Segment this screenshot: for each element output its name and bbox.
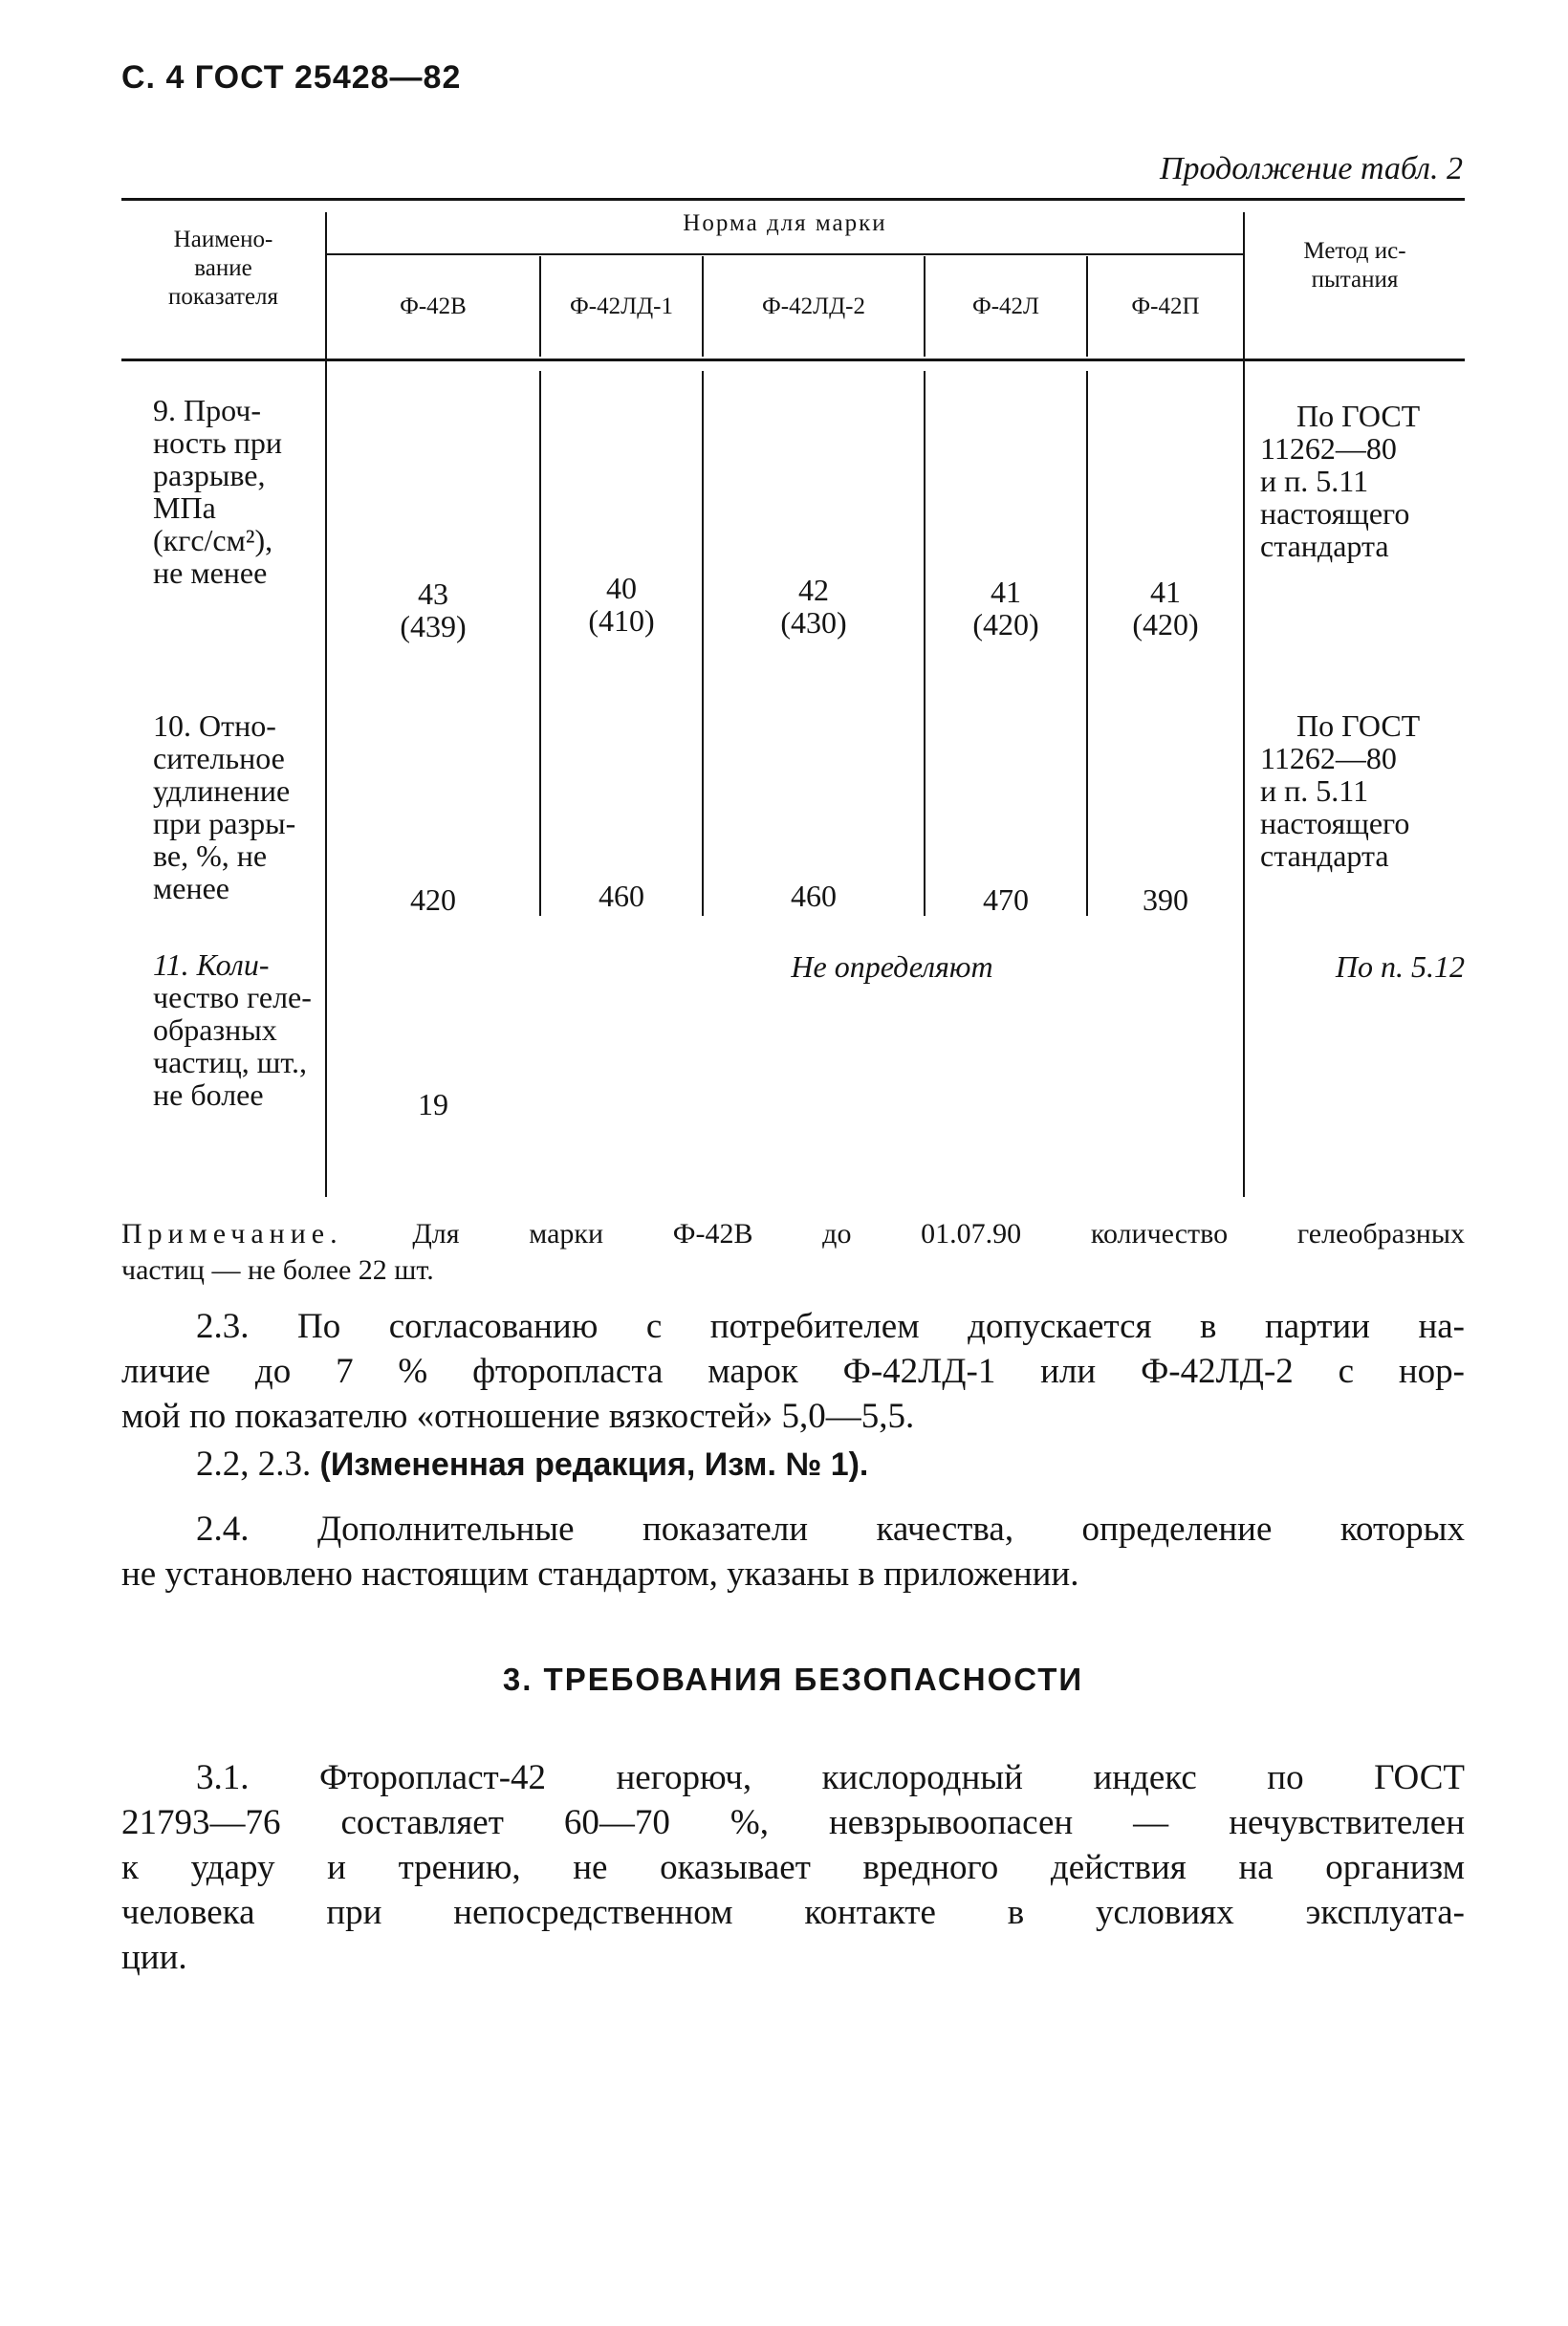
table-norm-subrule xyxy=(325,253,1243,255)
paragraph-2-3: 2.3. По согласованию с потребителем допускается в партии на- личие до 7 % фторопласта марок Ф-42ЛД-1 или Ф-42ЛД-2 с нор- мой по показателю «отношение вязкостей» 5,0—5,5. xyxy=(121,1307,1465,1436)
grade-header: Ф-42В xyxy=(400,293,467,319)
table-header-bottom-rule xyxy=(121,359,1465,361)
grade-header: Ф-42Л xyxy=(971,293,1040,319)
amendment-note: 2.2, 2.3. (Измененная редакция, Изм. № 1). xyxy=(196,1445,869,1484)
row-10-value: 420 xyxy=(410,882,456,917)
grade-header: Ф-42ЛД-1 xyxy=(570,293,673,319)
row-10-value: 460 xyxy=(599,879,644,913)
row-9-value: 41 (420) xyxy=(1132,575,1199,641)
row-11-test-method: По п. 5.12 xyxy=(1335,949,1465,984)
row-10-test-method: По ГОСТ 11262—80 и п. 5.11 настоящего стандарта xyxy=(1260,708,1421,873)
row-9-value: 40 (410) xyxy=(588,571,655,638)
row-9-test-method: По ГОСТ 11262—80 и п. 5.11 настоящего стандарта xyxy=(1260,399,1421,563)
row-9-value: 43 (439) xyxy=(400,576,467,643)
grade-header: Ф-42ЛД-2 xyxy=(762,293,865,319)
table-divider xyxy=(1086,371,1088,916)
row-10-value: 460 xyxy=(791,879,837,913)
grade-header: Ф-42П xyxy=(1131,293,1200,319)
table-divider xyxy=(539,371,541,916)
row-10-value: 390 xyxy=(1143,882,1188,917)
header-test-method: Метод ис- пытания xyxy=(1303,238,1406,293)
row-9-value: 41 (420) xyxy=(972,575,1039,641)
paragraph-3-1: 3.1. Фторопласт-42 негорюч, кислородный индекс по ГОСТ 21793—76 составляет 60—70 %, невзрывоопасен — нечувствителен к удару и трению, не оказывает вредного действия на организм человека при непосредственном контакте в условиях эксплуата- ции. xyxy=(121,1758,1465,1977)
section-title: 3. ТРЕБОВАНИЯ БЕЗОПАСНОСТИ xyxy=(502,1662,1084,1697)
row-11-value: 19 xyxy=(418,1087,448,1121)
page-header: С. 4 ГОСТ 25428—82 xyxy=(121,59,462,96)
row-11-not-determined: Не определяют xyxy=(791,949,993,984)
row-10-indicator: 10. Отно- сительное удлинение при разры- ве, %, не менее xyxy=(153,708,296,905)
header-norm-for-grade: Норма для марки xyxy=(683,210,887,236)
row-11-indicator: 11. Коли- чество геле- образных частиц, шт., не более xyxy=(153,947,312,1112)
table-continuation-label: Продолжение табл. 2 xyxy=(1159,151,1463,186)
paragraph-2-4: 2.4. Дополнительные показатели качества, определение которых не установлено настоящим стандартом, указаны в приложении. xyxy=(121,1510,1465,1594)
row-9-value: 42 (430) xyxy=(780,573,847,640)
row-10-value: 470 xyxy=(983,882,1029,917)
table-divider xyxy=(702,371,704,916)
table-divider xyxy=(325,212,327,1197)
row-9-indicator: 9. Проч- ность при разрыве, МПа (кгс/см²), не менее xyxy=(153,393,282,590)
table-divider xyxy=(1243,212,1245,1197)
table-divider xyxy=(924,371,926,916)
table-top-rule xyxy=(121,198,1465,201)
header-indicator-name: Наимено- вание показателя xyxy=(167,227,279,310)
table-note: Примечание. Для марки Ф-42В до 01.07.90 количество гелеобразных частиц — не более 22 шт. xyxy=(121,1218,1466,1286)
